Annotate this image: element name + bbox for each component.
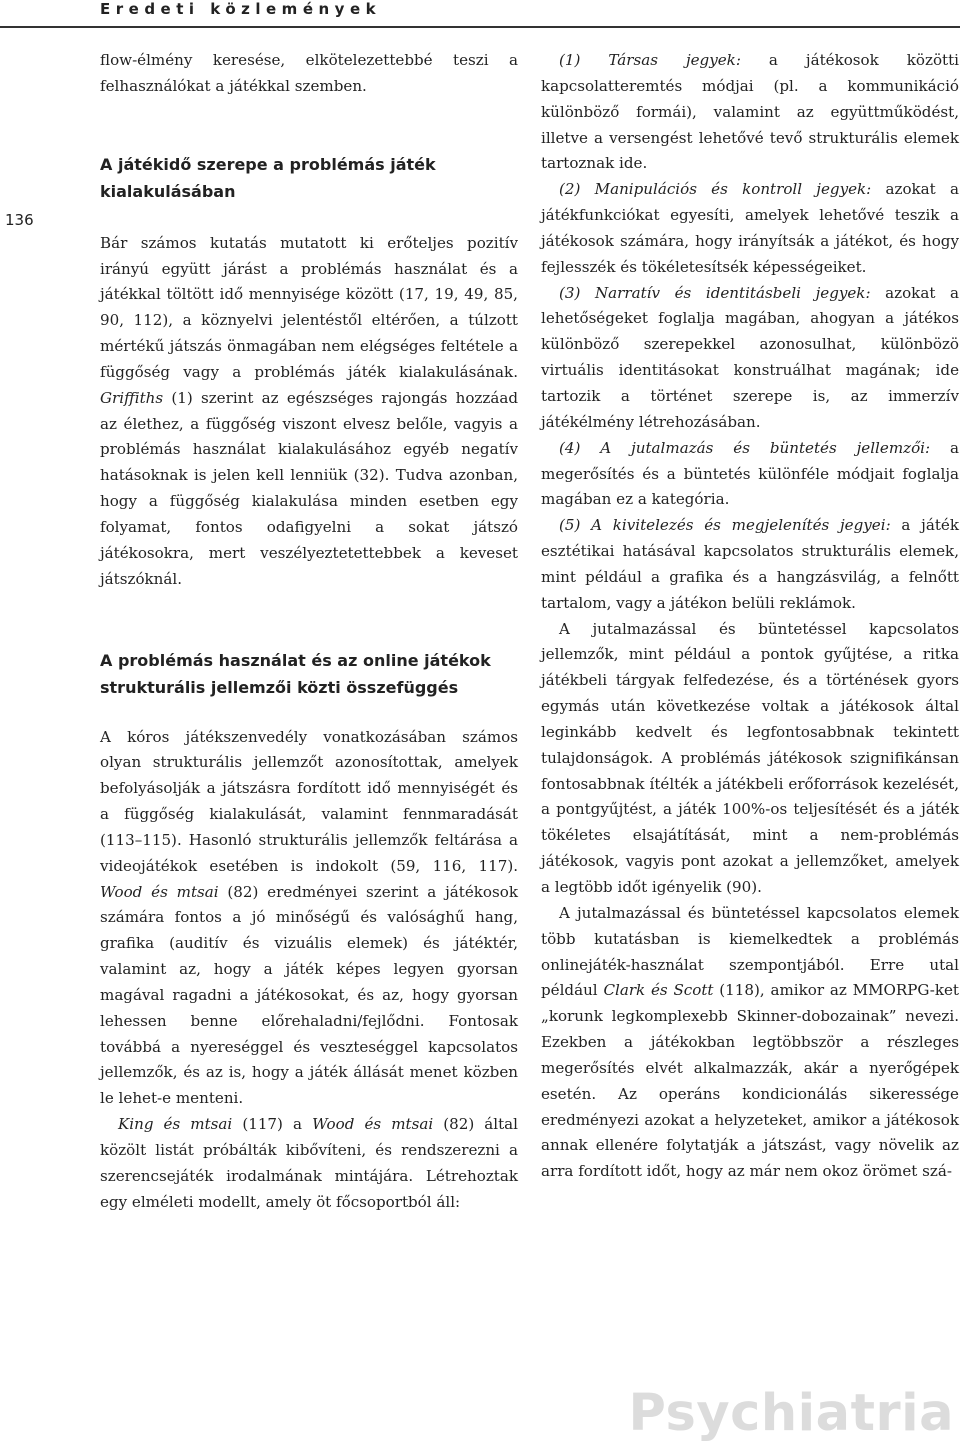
list-item-text: azokat a játékfunkciókat egyesíti, amelyek lehetővé teszik a játékosok számára, hogy irányítsák a játékot, és hogy fejlesszék és tökéletesítsék képességeiket. (541, 180, 959, 276)
paragraph-play-time (100, 231, 518, 593)
list-item-narrative (541, 281, 959, 436)
author-citation: Wood és mtsai (312, 1115, 434, 1134)
paragraph-structural (100, 725, 518, 1113)
paragraph-text: (1) szerint az egészséges rajongás hozzáad az élethez, a függőség viszont elvesz belőle, vagyis a problémás használat kialakulásához egyéb negatív hatásoknak is jelen kell lenniük (32). Tudva azonban, hogy a függőség kialakulása minden esetben egy folyamat, fontos odafigyelni a sokat játszó játékosokra, mert veszélyeztetettebbek a keveset játszóknál. (100, 388, 518, 588)
header-rule (0, 26, 960, 28)
section-heading-structural: A problémás használat és az online játékok strukturális jellemzői közti összefüggés (100, 650, 491, 697)
paragraph-text: Bár számos kutatás mutatott ki erőteljes pozitív irányú együtt járást a problémás használat és a játékkal töltött idő mennyisége között (17, 19, 49, 85, 90, 112), a köznyelvi jelentéstől eltérően, a túlzott mértékű játszás önmagában nem elégséges feltétele a függőség vagy a problémás játék kialakulásának. (100, 233, 518, 381)
section-label: Eredeti közlemények (100, 0, 382, 18)
paragraph-text: (82) által közölt listát próbálták kibővíteni, és rendszerezni a szerencsejáték irodalmának mintájára. Létrehoztak egy elméleti modellt, amely öt főcsoportból áll: (100, 1115, 518, 1211)
paragraph-model (100, 1112, 518, 1215)
left-column (100, 48, 518, 1216)
list-item-reward (541, 436, 959, 514)
author-citation: Wood és mtsai (100, 882, 219, 901)
page-number: 136 (5, 211, 34, 229)
list-item-presentation (541, 513, 959, 616)
list-item-manipulation (541, 177, 959, 280)
section-heading-play-time: A játékidő szerepe a problémás játék kialakulásában (100, 154, 436, 201)
author-citation: Griffiths (100, 388, 164, 407)
journal-watermark: Psychiatria (628, 1384, 954, 1443)
list-item-label: (3) Narratív és identitásbeli jegyek: (559, 283, 871, 302)
paragraph-reward-features: A jutalmazással és büntetéssel kapcsolatos jellemzők, mint például a pontok gyűjtése, a ritka játékbeli tárgyak felfedezése, és a történések gyors egymás után következése voltak a játékosok által leginkább kedvelt és legfontosabbnak tekintett tulajdonságok. A problémás játékosok szignifikánsan fontosabbnak ítélték a játékbeli erőforrások kezelését, a pontgyűjtést, a játék 100%-os teljesítését és a játék tökéletes elsajátítását, mint a nem-problémás játékosok, vagyis pont azokat a jellemzőket, amelyek a legtöbb időt igényelik (90). (541, 619, 959, 896)
list-item-text: a játékosok közötti kapcsolatteremtés módjai (pl. a kommunikáció különböző formái), valamint az együttműködést, illetve a versengést lehetővé tevő strukturális elemek tartoznak ide. (541, 51, 959, 173)
list-item-label: (1) Társas jegyek: (559, 51, 741, 69)
paragraph-reinforcement (541, 901, 959, 1185)
paragraph-text: A kóros játékszenvedély vonatkozásában számos olyan strukturális jellemzőt azonosítottak, amelyek befolyásolják a játszásra fordított idő mennyiségét és a függőség kialakulását, valamint fennmaradását (113–115). Hasonló strukturális jellemzők feltárása a videojátékok esetében is indokolt (59, 116, 117). (100, 727, 518, 875)
list-item-text: azokat a lehetőségeket foglalja magában, ahogyan a játékos különböző szerepekkel azonosulhat, különbözö virtuális identitásokat konstruálhat magának; ide tartozik a történet szerepe is, az immerzív játékélmény létrehozásában. (541, 283, 959, 431)
list-item-text: a játék esztétikai hatásával kapcsolatos strukturális elemek, mint például a grafika és a hangzásvilág, a felnőtt tartalom, vagy a játékon belüli reklámok. (541, 516, 959, 612)
list-item-label: (4) A jutalmazás és büntetés jellemzői: (559, 438, 931, 457)
paragraph-text: A jutalmazással és büntetéssel kapcsolatos elemek több kutatásban is kiemelkedtek a problémás onlinejáték-használat szempontjából. Erre utal például (541, 903, 959, 1000)
list-item-label: (2) Manipulációs és kontroll jegyek: (559, 180, 872, 199)
author-citation: Clark és Scott (603, 981, 714, 1000)
author-citation: King és mtsai (118, 1115, 233, 1134)
paragraph-text: (118), amikor az MMORPG-ket „korunk legkomplexebb Skinner-dobozainak” nevezi. Ezekben a játékokban legtöbbször a részleges megerősítés elvét alkalmazzák, akár a nyerőgépek esetén. Az operáns kondicionálás sikeressége eredményezi azokat a helyzeteket, amikor a játékosok annak ellenére folytatják a játszást, vagy növelik az arra fordított időt, hogy az már nem okoz örömet szá- (541, 981, 959, 1181)
paragraph-continuation: flow-élmény keresése, elkötelezettebbé teszi a felhasználókat a játékkal szemben. (100, 51, 518, 95)
list-item-text: a megerősítés és a büntetés különféle módjait foglalja magában ez a kategória. (541, 438, 959, 509)
list-item-label: (5) A kivitelezés és megjelenítés jegyei: (559, 516, 891, 535)
paragraph-text: (117) a (242, 1115, 302, 1134)
right-column (541, 48, 959, 1185)
paragraph-text: (82) eredményei szerint a játékosok számára fontos a jó minőségű és valósághű hang, grafika (auditív és vizuális elemek) és játéktér, valamint az, hogy a játék képes legyen gyorsan magával ragadni a játékosokat, és az, hogy gyorsan lehessen benne előrehaladni/fejlődni. Fontosak továbbá a nyereséggel és veszteséggel kapcsolatos jellemzők, és az is, hogy a játék állását menet közben le lehet-e menteni. (100, 882, 518, 1108)
list-item-social (541, 48, 959, 177)
